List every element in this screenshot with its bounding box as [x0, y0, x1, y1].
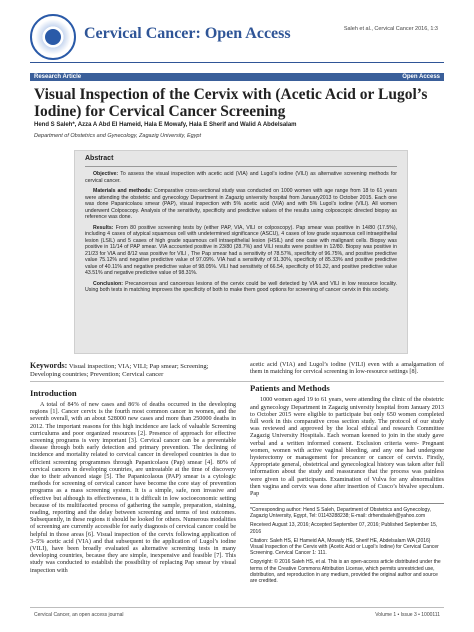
objective-label: Objective:	[93, 171, 119, 177]
patients-methods-heading: Patients and Methods	[250, 383, 330, 394]
methods-text: Comparative cross-sectional study was conducted on 1000 women with age range from 18 to 61 years were attending the obstetric and gynecology Department in Zagazig university hospital from January2013 to October 2015. Each one was done Papanicolaou smear (PAP), visual inspection with 5% acetic acid (VIA) and with 5% Lugol’s iodine (VILI). All women underwent Colposcopy. Analysis of the sensitivity, specificity and predictive values of the results using colposcopic directed biopsy as reference was done.	[85, 188, 397, 220]
abstract-methods	[85, 188, 397, 221]
right-column	[250, 362, 444, 498]
footer-journal: Cervical Cancer, an open access journal	[34, 612, 124, 618]
article-citation: Citation: Saleh HS, El Hameid AA, Mowafy HE, Sherif HE, Abdelsalam WA (2016) Visual Inspection of the Cervix with (Acetic Acid or Lugol’s Iodine) for Cervical Cancer Screening. Cervical Cancer 1: 111.	[250, 537, 439, 557]
article-authors: Hend S Saleh*, Azza A Abd El Hameid, Hala E Mowafy, Hala E Sherif and Walid A Abdelsalam	[34, 122, 297, 128]
footer-volume: Volume 1 • Issue 3 • 1000111	[375, 612, 440, 618]
objective-text: To assess the visual inspection with acetic acid (VIA) and Lugol’s iodine (VILI) as alternative screening methods for cervical cancer.	[85, 171, 397, 184]
article-dates: Received August 13, 2016; Accepted September 07, 2016; Published September 15, 2016	[250, 522, 438, 535]
article-affiliation: Department of Obstetrics and Gynecology, Zagazig University, Egypt	[34, 133, 202, 139]
article-type-label: Research Article	[34, 74, 82, 80]
abstract-conclusion	[85, 281, 397, 294]
correspondence-divider	[250, 503, 444, 504]
conclusion-label: Conclusion:	[93, 280, 123, 287]
footer-divider	[30, 607, 444, 608]
abstract-divider	[85, 166, 397, 167]
open-access-label: Open Access	[402, 74, 440, 80]
results-label: Results:	[93, 224, 114, 231]
header-citation: Saleh et al., Cervical Cancer 2016, 1:3	[343, 26, 438, 32]
journal-title[interactable]: Cervical Cancer: Open Access	[84, 25, 291, 42]
keywords	[30, 362, 236, 379]
abstract-box	[74, 150, 408, 354]
continuation-text: acetic acid (VIA) and Lugol’s iodine (VILI) even with a amalgamation of them in matching for cervical screening in low-resource settings [8].	[250, 362, 444, 376]
article-title: Visual Inspection of the Cervix with (Acetic Acid or Lugol’s Iodine) for Cervical Cancer Screening	[34, 86, 428, 120]
abstract-heading: Abstract	[85, 155, 114, 162]
conclusion-text: Precancerous and cancerous lesions of the cervix could be well detected by VIA and VILI in low resource locality. Using both tests in matching improves the specificity of both to make them good options for screening of cancer cervix in this society.	[85, 280, 397, 293]
journal-logo	[30, 14, 76, 60]
corresponding-author: *Corresponding author: Hend S Saleh, Department of Obstetrics and Gynecology, Zagazig University, Egypt, Tel: 01143288238; E-mail: drhendsaleh@yahoo.com	[250, 507, 431, 520]
left-column	[30, 388, 236, 575]
methods-label: Materials and methods:	[93, 188, 152, 194]
abstract-objective	[85, 171, 397, 184]
patients-methods-text: 1000 women aged 19 to 61 years, were attending the clinic of the obstetric and gynecology Department in Zagazig university hospital from January 2013 to October 2015 were eligible to participate but only 650 women completed full work in this comparative cross section study. The protocol of our study was reviewed and approved by the local ethical and research Committee Zagazig University Hospitals. Each woman keened to join in the study gave verbal and a written informed consent. Exclusion criteria were- Pregnant women, women with active vaginal bleeding, and any one had undergone hysterectomy or management for precancer or cancer of cervix. Firstly, Appropriate general, obstetrical and gynecological history was taken after full information about the study and reassurance that the process was painless were given to all participants. Examination of Vulva for any abnormalities then vagina and cervix was done after insertion of Cusco’s bivalve speculum. Pap	[250, 397, 444, 498]
article-copyright: Copyright: © 2016 Saleh HS, et al. This is an open-access article distributed under the terms of the Creative Commons Attribution License, which permits unrestricted use, distribution, and reproduction in any medium, provided the original author and source are credited.	[250, 559, 441, 585]
keywords-label: Keywords:	[30, 361, 68, 370]
header-divider	[30, 62, 444, 63]
introduction-heading: Introduction	[30, 388, 77, 398]
keywords-text: Visual inspection; VIA; VILI; Pap smear; Screening; Developing countries; Prevention; Cervical cancer	[30, 363, 209, 378]
abstract-results	[85, 225, 397, 277]
results-text: From 80 positive screening tests by (either PAP, VIA, VILI or colposcopy). Pap smear was positive in 14/80 (17.5%), including 4 cases of atypical squamous cell with undetermined significance (ASCU), 4 cases of low grade squamous cell intraepithelial lesion (LSIL) and 5 cases of high grade squamous cell intraepithelial lesion (HSIL) and one case with malignant cells. Biopsy was positive in 11/14 of PAP smear. VIA accounted positive in 23/80 (28.7%) and VILI results were positive in 12/80. Biopsy was positive in 21/23 for VIA and 8/12 was positive for VILI , The Pap smear had a sensitivity of 78.57%, specificity of 96.75%, and positive predictive value 75.12% and negative predictive value of 97.09%. VIA had a sensitivity of 91.30%, specificity of 85.33% and positive predictive value of 40.11% and negative predictive value of 98.05%. VILI had sensitivity of 66.54, specificity of 91.32, and positive predictive value 43.51% and negative predictive value of 98.31%.	[85, 224, 397, 276]
correspondence-block	[250, 503, 444, 587]
logo-emblem-icon	[45, 29, 61, 45]
introduction-text: A total of 84% of new cases and 86% of deaths occurred in the developing regions [1]. Cancer cervix is the fourth most common cancer in women, and the seventh overall, with an about 528000 new cases and more than 250000 deaths in 2012. The important reasons for this high incidence are lack of valuable Screening curriculums and poor organized resources [2]. Presence of approach for effective screening programs is very important [3]. Cervical cancer can be a preventable disease through both early detection and primary prevention. The declining of incidence and mortality related to cervical cancer in developed countries is due to efficient screening programmes through Papanicolaou (Pap) smear [4]. 80% of cervical cancers in developing countries, are untreatable at the time of discovery due to their advanced stage [5]. The Papanicolaous (PAP) smear is a cytologic methods for screening of cervical cancer have become the core stay of prevention programs as a mass screening system. It is a simple, safe, non invasive and effective but although its effectiveness, it is difficult in low socioeconomic setting because of its multifaceted process of gathering the sample, preparation, staining, reading, reporting and the delay between screening and terms of test outcomes. Subsequently, in these regions it should be looked for others. Numerous modalities of screening are currently accessible for early diagnosis of cervical cancer could be helpful in those areas [6]. Visual inspection of the cervix following application of 3–5% acetic acid (VIA) and that subsequent to the application of Lugol’s iodine (VILI), have been broadly evaluated as alternative screening tests in many developing countries, because they are simple, inexpensive and feasible [7]. This study was conducted to establish the possibility of replacing Pap smear by visual inspection with	[30, 402, 236, 574]
article-type-bar	[30, 73, 444, 81]
